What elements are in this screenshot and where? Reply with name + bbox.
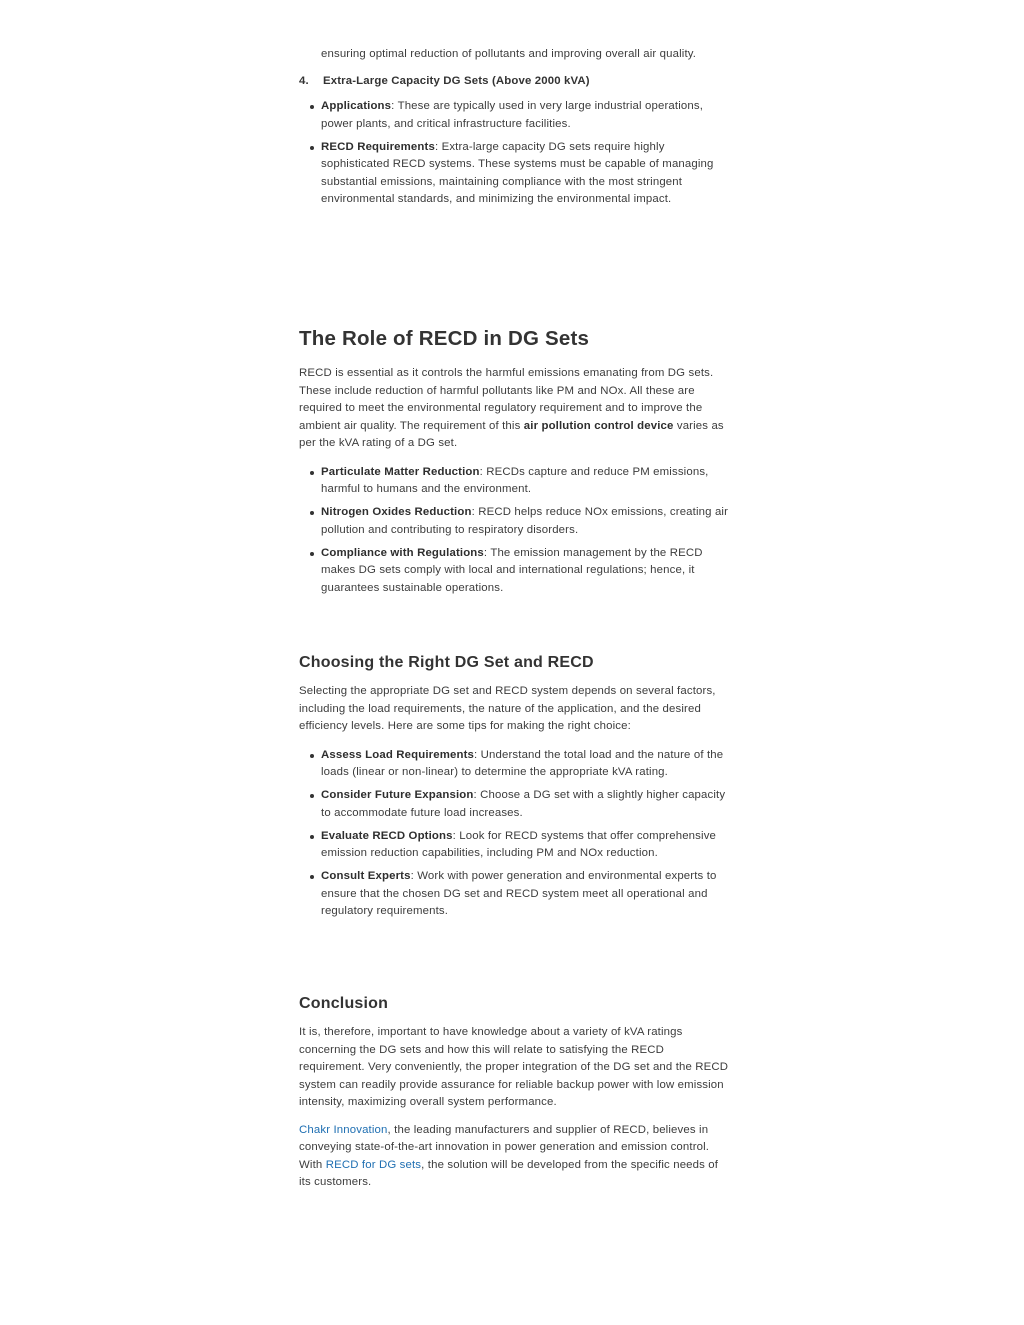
role-paragraph (299, 365, 729, 453)
role-para-start: RECD is essential as it controls the harmful emissions emanating from DG sets. These include reduction of harmful pollutants like PM and NOx. All these are required to meet the environmental regulatory requirement and to improve the ambient air quality. The requirement of this (299, 367, 714, 432)
bullet-text: : Choose a DG set with a slightly higher capacity to accommodate future load increases. (321, 789, 726, 819)
bullet-text: : The emission management by the RECD makes DG sets comply with local and international regulations; hence, it guarantees sustainable operations. (321, 546, 703, 594)
list-item (299, 545, 729, 598)
list-item (299, 828, 729, 863)
list-item (299, 139, 729, 209)
bullet-term: Consider Future Expansion (321, 789, 474, 801)
choosing-list (299, 747, 729, 921)
bullet-icon (310, 146, 314, 150)
section-4-number: 4. (299, 75, 309, 87)
choosing-paragraph: Selecting the appropriate DG set and RECD system depends on several factors, including the load requirements, the nature of the application, and the desired efficiency levels. Here are some tips for making the right choice: (299, 685, 716, 732)
choosing-heading: Choosing the Right DG Set and RECD (299, 654, 594, 671)
bullet-term: Nitrogen Oxides Reduction (321, 506, 472, 518)
bullet-term: RECD Requirements (321, 140, 435, 153)
section-4-list (299, 98, 729, 209)
conclusion-heading: Conclusion (299, 995, 389, 1012)
bullet-text: : Look for RECD systems that offer comprehensive emission reduction capabilities, including PM and NOx reduction. (321, 829, 717, 859)
list-item (299, 868, 729, 921)
bullet-icon (310, 835, 314, 839)
list-item (299, 98, 729, 133)
list-item (299, 504, 729, 539)
list-item (299, 464, 729, 499)
bullet-icon (310, 754, 314, 758)
bullet-icon (310, 875, 314, 879)
intro-fragment: ensuring optimal reduction of pollutants and improving overall air quality. (321, 48, 697, 60)
role-list (299, 464, 729, 598)
bullet-text: : RECD helps reduce NOx emissions, creating air pollution and contributing to respiratory disorders. (321, 506, 729, 536)
section-4 (299, 75, 729, 214)
bullet-text: : RECDs capture and reduce PM emissions, harmful to humans and the environment. (321, 465, 709, 495)
conclusion-paragraph-2 (299, 1122, 729, 1192)
chakr-innovation-link[interactable]: Chakr Innovation (299, 1123, 388, 1136)
bullet-term: Particulate Matter Reduction (321, 465, 480, 478)
conclusion-para2-mid: , the leading manufacturers and supplier of RECD, believes in conveying state-of-the-art innovation in power generation and emission control. With (299, 1123, 710, 1171)
bullet-text: : These are typically used in very large industrial operations, power plants, and critical infrastructure facilities. (321, 100, 704, 130)
bullet-icon (310, 794, 314, 798)
list-item (299, 787, 729, 822)
conclusion-para2-end: , the solution will be developed from the specific needs of its customers. (299, 1158, 719, 1188)
bullet-icon (310, 511, 314, 515)
role-heading: The Role of RECD in DG Sets (299, 327, 590, 350)
list-item (299, 747, 729, 782)
conclusion-section (299, 995, 729, 1192)
role-para-bold: air pollution control device (523, 419, 674, 432)
bullet-term: Applications (321, 100, 392, 112)
bullet-text: : Work with power generation and environmental experts to ensure that the chosen DG set and RECD system meet all operational and regulatory requirements. (321, 870, 717, 917)
section-4-title: Extra-Large Capacity DG Sets (Above 2000 kVA) (323, 75, 590, 87)
recd-for-dg-sets-link[interactable]: RECD for DG sets (325, 1158, 422, 1171)
choosing-section (299, 654, 729, 926)
bullet-term: Assess Load Requirements (321, 748, 474, 761)
bullet-term: Compliance with Regulations (321, 546, 484, 559)
section-4-heading (299, 75, 729, 87)
bullet-icon (310, 471, 314, 475)
conclusion-paragraph-1: It is, therefore, important to have knowledge about a variety of kVA ratings concerning the DG sets and how this will relate to satisfying the RECD requirement. Very conveniently, the proper integration of the DG set and the RECD system can readily provide assurance for reliable backup power with low emission intensity, maximizing overall system performance. (299, 1026, 729, 1108)
bullet-term: Consult Experts (321, 870, 411, 882)
bullet-icon (310, 105, 314, 109)
bullet-term: Evaluate RECD Options (321, 829, 453, 842)
bullet-icon (310, 552, 314, 556)
bullet-text: : Extra-large capacity DG sets require highly sophisticated RECD systems. These systems must be capable of managing substantial emissions, maintaining compliance with the most stringent environmental standards, and minimizing the environmental impact. (321, 140, 714, 205)
role-para-end: varies as per the kVA rating of a DG set. (299, 419, 724, 449)
role-section (299, 327, 729, 603)
bullet-text: : Understand the total load and the nature of the loads (linear or non-linear) to determine the appropriate kVA rating. (321, 748, 724, 778)
